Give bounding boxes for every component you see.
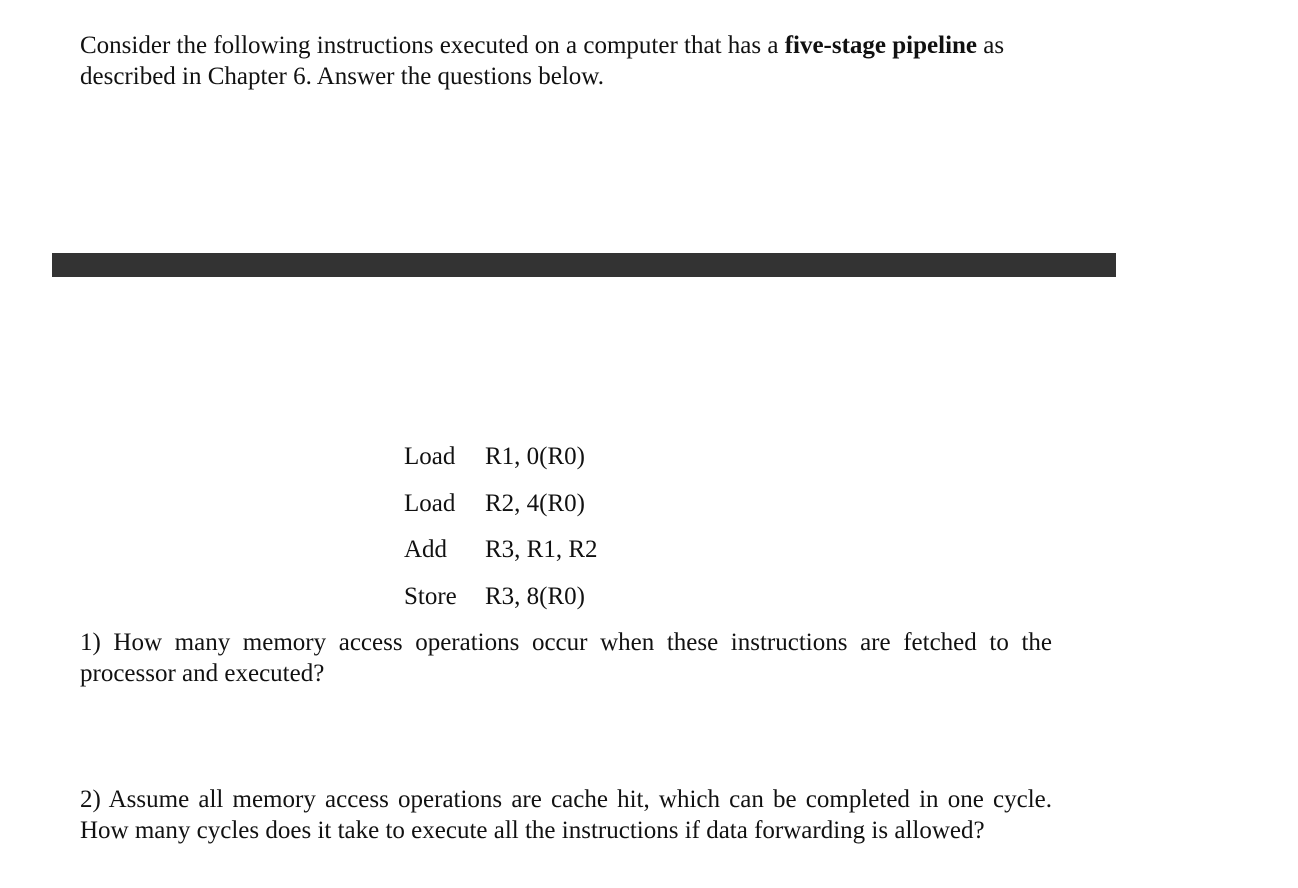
instruction-opcode: Load	[404, 443, 456, 470]
intro-text-after: as described in Chapter 6. Answer the questions below.	[80, 32, 1005, 90]
question-2: 2) Assume all memory access operations are cache hit, which can be completed in one cycle. How many cycles does it take to execute all the instructions if data forwarding is allowed?	[80, 786, 1052, 844]
instruction-row	[404, 531, 598, 578]
instruction-row	[404, 578, 598, 625]
instruction-operands: R2, 4(R0)	[485, 489, 585, 517]
instruction-row	[404, 438, 598, 485]
question-1: 1) How many memory access operations occur when these instructions are fetched to the processor and executed?	[80, 629, 1052, 687]
instruction-list	[404, 438, 598, 624]
instruction-opcode: Store	[404, 582, 457, 610]
intro-text-before: Consider the following instructions executed on a computer that has a	[80, 32, 785, 59]
instruction-opcode: Add	[404, 536, 448, 563]
intro-bold-term: five-stage pipeline	[784, 32, 978, 59]
instruction-operands: R1, 0(R0)	[485, 443, 585, 470]
intro-paragraph	[80, 30, 1052, 92]
redaction-bar	[52, 253, 1116, 277]
instruction-opcode: Load	[404, 489, 456, 517]
instruction-row	[404, 485, 598, 532]
instruction-operands: R3, 8(R0)	[485, 582, 585, 610]
instruction-operands: R3, R1, R2	[485, 536, 598, 563]
